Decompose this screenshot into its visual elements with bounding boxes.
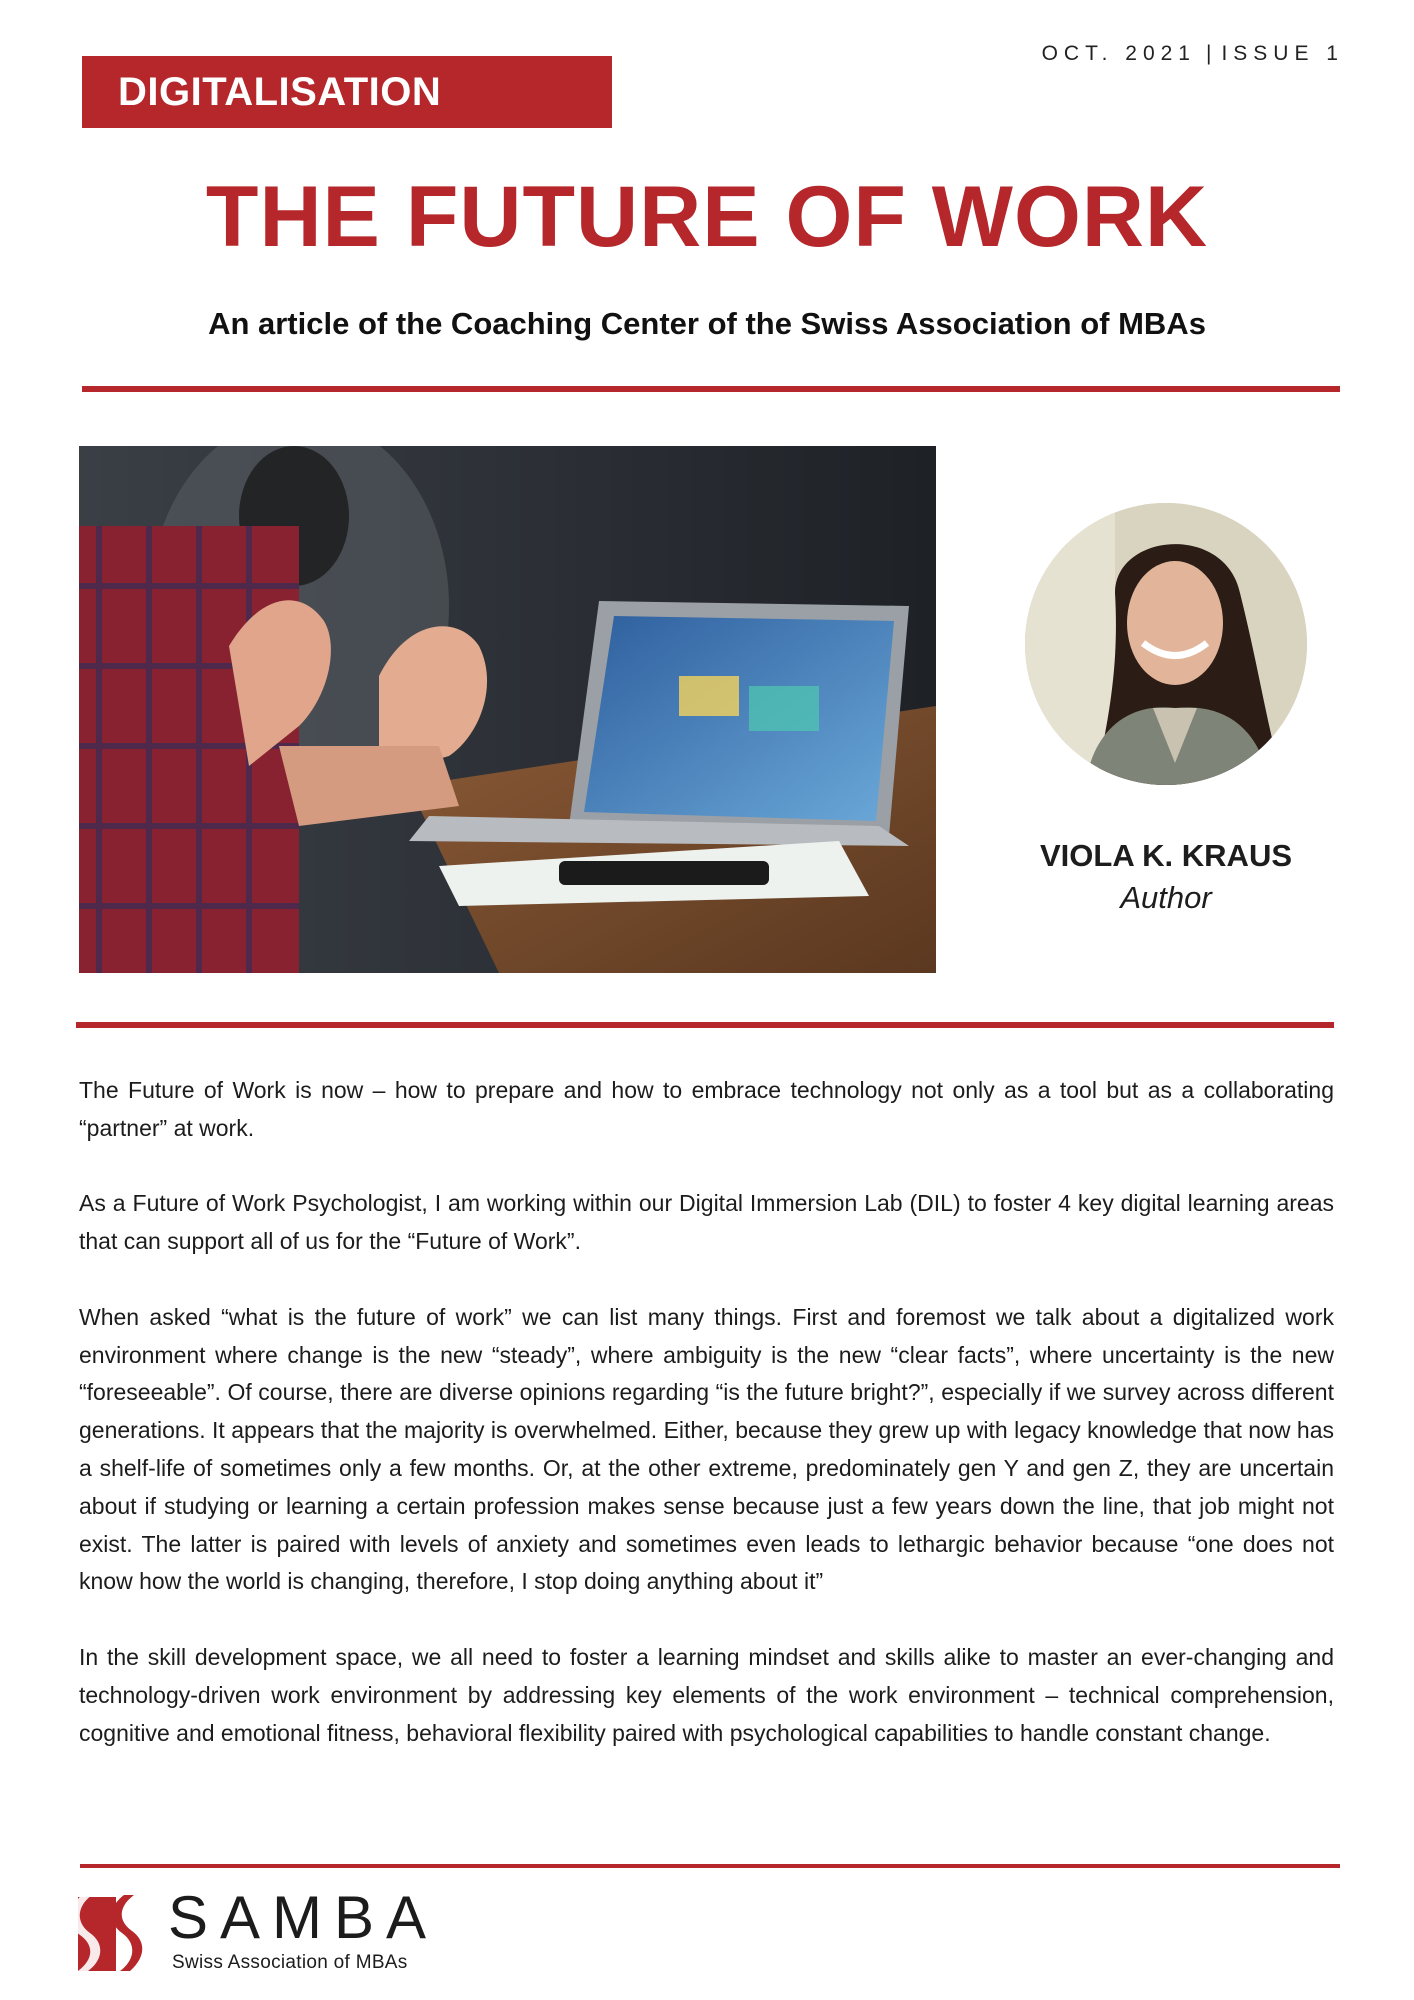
- issue-date: OCT. 2021: [1041, 42, 1196, 65]
- hero-image: [79, 446, 936, 973]
- issue-info: [1042, 42, 1344, 66]
- paragraph: In the skill development space, we all need to foster a learning mindset and skills alike to master an ever-changing and technology-driven work environment by addressing key elements of the work environment – technical comprehension, cognitive and emotional fitness, behavioral flexibility paired with psychological capabilities to handle constant change.: [79, 1643, 1334, 1746]
- issue-separator: |: [1205, 42, 1212, 65]
- author-portrait: [1025, 503, 1307, 785]
- middle-divider: [76, 1022, 1334, 1028]
- samba-logo-icon: [78, 1893, 156, 1973]
- author-role: Author: [1120, 880, 1212, 915]
- bottom-divider: [80, 1864, 1340, 1868]
- top-divider: [82, 386, 1340, 392]
- logo-wordmark: SAMBA: [168, 1884, 439, 1951]
- author-name: VIOLA K. KRAUS: [1039, 838, 1293, 873]
- paragraph: The Future of Work is now – how to prepare and how to embrace technology not only as a tool but as a collaborating “partner” at work.: [79, 1077, 1334, 1141]
- logo-tagline: Swiss Association of MBAs: [172, 1952, 408, 1973]
- article-body: [79, 1072, 1334, 1790]
- category-banner: [82, 56, 612, 128]
- issue-number: ISSUE 1: [1221, 42, 1344, 65]
- category-label: DIGITALISATION: [118, 69, 442, 114]
- page-title: THE FUTURE OF WORK: [205, 169, 1209, 265]
- paragraph: As a Future of Work Psychologist, I am working within our Digital Immersion Lab (DIL) to foster 4 key digital learning areas that can support all of us for the “Future of Work”.: [79, 1190, 1334, 1255]
- page-subtitle: An article of the Coaching Center of the Swiss Association of MBAs: [208, 306, 1206, 341]
- paragraph: When asked “what is the future of work” we can list many things. First and foremost we talk about a digitalized work environment where change is the new “steady”, where ambiguity is the new “clear facts”, where uncertainty is the new “foreseeable”. Of course, there are diverse opinions regarding “is the future bright?”, especially if we survey across different generations. It appears that the majority is overwhelmed. Either, because they grew up with legacy knowledge that now has a shelf-life of sometimes only a few months. Or, at the other extreme, predominately gen Y and gen Z, they are uncertain about if studying or learning a certain profession makes sense because just a few years down the line, that job might not exist. The latter is paired with levels of anxiety and sometimes even leads to lethargic behavior because “one does not know how the world is changing, therefore, I stop doing anything about it”: [79, 1303, 1334, 1595]
